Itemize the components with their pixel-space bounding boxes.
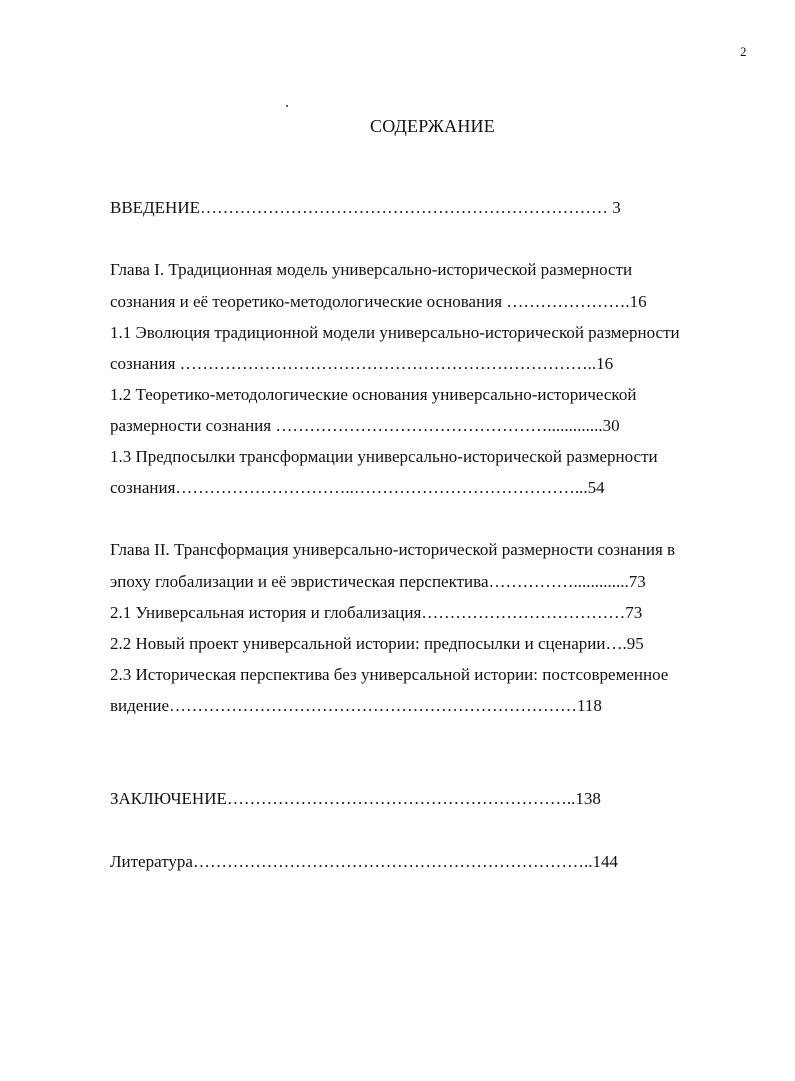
toc-section-2-2: 2.2 Новый проект универсальной истории: предпосылки и сценарии….95: [110, 634, 644, 653]
toc-section-1-3-line-2: сознания…………………………..…………………………………...54: [110, 478, 605, 497]
toc-section-1-2-line-1: 1.2 Теоретико-методологические основания универсально-исторической: [110, 385, 637, 404]
toc-chapter-2-line-1: Глава II. Трансформация универсально-исторической размерности сознания в: [110, 540, 676, 559]
toc-section-2-3-line-2: видение………………………………………………………………118: [110, 696, 602, 715]
page-title: СОДЕРЖАНИЕ: [370, 116, 495, 136]
toc-section-1-1-line-1: 1.1 Эволюция традиционной модели универсально-исторической размерности: [110, 323, 680, 342]
toc-section-2-3-line-1: 2.3 Историческая перспектива без универсальной истории: постсовременное: [110, 665, 669, 684]
toc-section-1-1-line-2: сознания ………………………………………………………………..16: [110, 354, 614, 373]
toc-conclusion: ЗАКЛЮЧЕНИЕ……………………………………………………..138: [110, 789, 601, 808]
toc-chapter-1-line-2: сознания и её теоретико-методологические основания ………………….16: [110, 292, 647, 311]
toc-section-2-1: 2.1 Универсальная история и глобализация………………………………73: [110, 603, 643, 622]
page-number: 2: [740, 44, 747, 59]
toc-section-1-2-line-2: размерности сознания ………………………………………….............30: [110, 416, 620, 435]
toc-chapter-2-line-2: эпоху глобализации и её эвристическая перспектива…………….............73: [110, 572, 646, 591]
toc-chapter-1-line-1: Глава I. Традиционная модель универсально-исторической размерности: [110, 260, 633, 279]
toc-section-1-3-line-1: 1.3 Предпосылки трансформации универсально-исторической размерности: [110, 447, 658, 466]
toc-introduction: ВВЕДЕНИЕ……………………………………………………………… 3: [110, 198, 621, 217]
scan-speck: [286, 105, 288, 107]
toc-literature: Литература……………………………………………………………..144: [110, 852, 618, 871]
